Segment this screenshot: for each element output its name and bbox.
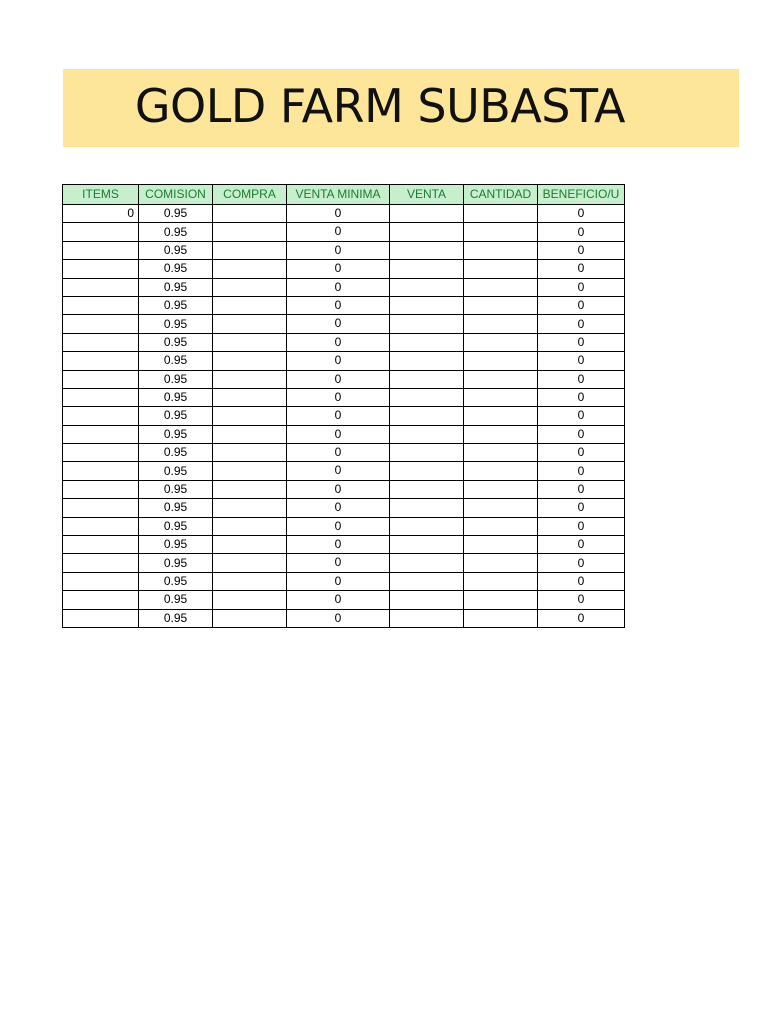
table-row: [63, 591, 625, 609]
cell-venta[interactable]: [390, 407, 464, 425]
cell-compra[interactable]: [213, 536, 287, 554]
cell-cantidad[interactable]: [464, 278, 538, 296]
cell-cantidad[interactable]: [464, 480, 538, 498]
table-row: [63, 260, 625, 278]
cell-beneficio[interactable]: 0: [538, 572, 625, 590]
cell-venta-minima[interactable]: 0: [287, 205, 390, 223]
cell-venta[interactable]: [390, 296, 464, 314]
cell-items[interactable]: [63, 591, 139, 609]
cell-venta-minima[interactable]: 0: [287, 370, 390, 388]
cell-cantidad[interactable]: [464, 260, 538, 278]
title-banner: [63, 69, 739, 147]
cell-venta[interactable]: [390, 499, 464, 517]
cell-compra[interactable]: [213, 444, 287, 462]
cell-compra[interactable]: [213, 333, 287, 351]
cell-venta-minima[interactable]: 0: [287, 572, 390, 590]
cell-compra[interactable]: [213, 352, 287, 370]
cell-venta[interactable]: [390, 425, 464, 443]
cell-beneficio[interactable]: 0: [538, 554, 625, 572]
cell-beneficio[interactable]: 0: [538, 480, 625, 498]
cell-cantidad[interactable]: [464, 352, 538, 370]
cell-venta-minima[interactable]: 0: [287, 296, 390, 314]
cell-beneficio[interactable]: 0: [538, 462, 625, 480]
cell-comision[interactable]: 0.95: [139, 499, 213, 517]
header-venta: VENTA: [390, 185, 464, 205]
header-venta-minima: VENTA MINIMA: [287, 185, 390, 205]
cell-beneficio[interactable]: 0: [538, 499, 625, 517]
cell-cantidad[interactable]: [464, 462, 538, 480]
table-row: [63, 480, 625, 498]
cell-comision[interactable]: 0.95: [139, 536, 213, 554]
cell-compra[interactable]: [213, 278, 287, 296]
cell-venta-minima[interactable]: 0: [287, 554, 390, 572]
header-cantidad: CANTIDAD: [464, 185, 538, 205]
cell-items[interactable]: [63, 572, 139, 590]
table-row: [63, 609, 625, 627]
cell-cantidad[interactable]: [464, 517, 538, 535]
cell-venta[interactable]: [390, 315, 464, 333]
cell-cantidad[interactable]: [464, 205, 538, 223]
cell-comision[interactable]: 0.95: [139, 572, 213, 590]
cell-venta[interactable]: [390, 333, 464, 351]
cell-venta[interactable]: [390, 609, 464, 627]
cell-compra[interactable]: [213, 407, 287, 425]
cell-venta-minima[interactable]: 0: [287, 278, 390, 296]
cell-comision[interactable]: 0.95: [139, 315, 213, 333]
cell-venta[interactable]: [390, 241, 464, 259]
cell-items[interactable]: [63, 462, 139, 480]
cell-venta[interactable]: [390, 572, 464, 590]
cell-venta[interactable]: [390, 536, 464, 554]
cell-comision[interactable]: 0.95: [139, 591, 213, 609]
cell-items[interactable]: 0: [63, 205, 139, 223]
cell-venta-minima[interactable]: 0: [287, 407, 390, 425]
cell-venta[interactable]: [390, 444, 464, 462]
cell-comision[interactable]: 0.95: [139, 223, 213, 241]
cell-beneficio[interactable]: 0: [538, 609, 625, 627]
cell-items[interactable]: [63, 333, 139, 351]
cell-comision[interactable]: 0.95: [139, 407, 213, 425]
cell-compra[interactable]: [213, 388, 287, 406]
table-row: [63, 572, 625, 590]
cell-items[interactable]: [63, 278, 139, 296]
table-row: [63, 241, 625, 259]
cell-comision[interactable]: 0.95: [139, 388, 213, 406]
cell-cantidad[interactable]: [464, 296, 538, 314]
table-row: [63, 554, 625, 572]
cell-beneficio[interactable]: 0: [538, 241, 625, 259]
table-row: [63, 388, 625, 406]
cell-compra[interactable]: [213, 572, 287, 590]
cell-cantidad[interactable]: [464, 388, 538, 406]
cell-venta-minima[interactable]: 0: [287, 444, 390, 462]
cell-cantidad[interactable]: [464, 333, 538, 351]
cell-compra[interactable]: [213, 480, 287, 498]
cell-comision[interactable]: 0.95: [139, 205, 213, 223]
cell-venta[interactable]: [390, 388, 464, 406]
cell-compra[interactable]: [213, 425, 287, 443]
cell-venta[interactable]: [390, 278, 464, 296]
cell-items[interactable]: [63, 444, 139, 462]
cell-items[interactable]: [63, 315, 139, 333]
cell-venta[interactable]: [390, 517, 464, 535]
cell-comision[interactable]: 0.95: [139, 517, 213, 535]
cell-beneficio[interactable]: 0: [538, 591, 625, 609]
cell-venta-minima[interactable]: 0: [287, 480, 390, 498]
cell-venta[interactable]: [390, 462, 464, 480]
cell-items[interactable]: [63, 223, 139, 241]
cell-venta[interactable]: [390, 554, 464, 572]
cell-cantidad[interactable]: [464, 241, 538, 259]
cell-beneficio[interactable]: 0: [538, 205, 625, 223]
header-compra: COMPRA: [213, 185, 287, 205]
cell-cantidad[interactable]: [464, 554, 538, 572]
cell-items[interactable]: [63, 388, 139, 406]
cell-items[interactable]: [63, 241, 139, 259]
cell-beneficio[interactable]: 0: [538, 352, 625, 370]
cell-comision[interactable]: 0.95: [139, 278, 213, 296]
table-row: [63, 462, 625, 480]
cell-compra[interactable]: [213, 223, 287, 241]
cell-compra[interactable]: [213, 296, 287, 314]
cell-venta-minima[interactable]: 0: [287, 536, 390, 554]
cell-compra[interactable]: [213, 554, 287, 572]
cell-venta-minima[interactable]: 0: [287, 462, 390, 480]
cell-compra[interactable]: [213, 241, 287, 259]
cell-venta-minima[interactable]: 0: [287, 260, 390, 278]
table-row: [63, 315, 625, 333]
table-row: [63, 407, 625, 425]
cell-comision[interactable]: 0.95: [139, 296, 213, 314]
cell-beneficio[interactable]: 0: [538, 333, 625, 351]
cell-venta[interactable]: [390, 591, 464, 609]
cell-compra[interactable]: [213, 499, 287, 517]
cell-beneficio[interactable]: 0: [538, 444, 625, 462]
cell-items[interactable]: [63, 407, 139, 425]
cell-items[interactable]: [63, 370, 139, 388]
cell-comision[interactable]: 0.95: [139, 609, 213, 627]
cell-compra[interactable]: [213, 591, 287, 609]
cell-comision[interactable]: 0.95: [139, 260, 213, 278]
cell-beneficio[interactable]: 0: [538, 407, 625, 425]
cell-venta[interactable]: [390, 480, 464, 498]
table-row: [63, 333, 625, 351]
cell-venta-minima[interactable]: 0: [287, 315, 390, 333]
cell-venta-minima[interactable]: 0: [287, 333, 390, 351]
cell-venta-minima[interactable]: 0: [287, 591, 390, 609]
cell-compra[interactable]: [213, 370, 287, 388]
cell-venta-minima[interactable]: 0: [287, 241, 390, 259]
cell-items[interactable]: [63, 480, 139, 498]
cell-comision[interactable]: 0.95: [139, 462, 213, 480]
cell-comision[interactable]: 0.95: [139, 352, 213, 370]
cell-beneficio[interactable]: 0: [538, 315, 625, 333]
cell-items[interactable]: [63, 425, 139, 443]
auction-table: [62, 184, 625, 628]
cell-compra[interactable]: [213, 260, 287, 278]
cell-compra[interactable]: [213, 205, 287, 223]
cell-cantidad[interactable]: [464, 315, 538, 333]
cell-cantidad[interactable]: [464, 499, 538, 517]
cell-venta[interactable]: [390, 352, 464, 370]
cell-comision[interactable]: 0.95: [139, 370, 213, 388]
cell-items[interactable]: [63, 517, 139, 535]
cell-venta-minima[interactable]: 0: [287, 609, 390, 627]
cell-beneficio[interactable]: 0: [538, 223, 625, 241]
table-body: [63, 205, 625, 628]
cell-cantidad[interactable]: [464, 536, 538, 554]
cell-items[interactable]: [63, 260, 139, 278]
header-row: [63, 185, 625, 205]
cell-cantidad[interactable]: [464, 591, 538, 609]
cell-venta[interactable]: [390, 260, 464, 278]
cell-beneficio[interactable]: 0: [538, 536, 625, 554]
header-items: ITEMS: [63, 185, 139, 205]
header-comision: COMISION: [139, 185, 213, 205]
cell-beneficio[interactable]: 0: [538, 370, 625, 388]
table-row: [63, 499, 625, 517]
table-row: [63, 278, 625, 296]
cell-cantidad[interactable]: [464, 572, 538, 590]
table-row: [63, 223, 625, 241]
header-beneficio: BENEFICIO/U: [538, 185, 625, 205]
table-row: [63, 444, 625, 462]
cell-cantidad[interactable]: [464, 444, 538, 462]
table-row: [63, 517, 625, 535]
table-row: [63, 536, 625, 554]
cell-beneficio[interactable]: 0: [538, 260, 625, 278]
cell-cantidad[interactable]: [464, 223, 538, 241]
table-row: [63, 205, 625, 223]
cell-cantidad[interactable]: [464, 609, 538, 627]
cell-items[interactable]: [63, 352, 139, 370]
sheet-title: GOLD FARM SUBASTA: [134, 79, 625, 133]
cell-comision[interactable]: 0.95: [139, 333, 213, 351]
cell-cantidad[interactable]: [464, 425, 538, 443]
cell-compra[interactable]: [213, 609, 287, 627]
cell-beneficio[interactable]: 0: [538, 425, 625, 443]
cell-comision[interactable]: 0.95: [139, 444, 213, 462]
cell-comision[interactable]: 0.95: [139, 241, 213, 259]
cell-venta[interactable]: [390, 205, 464, 223]
cell-beneficio[interactable]: 0: [538, 296, 625, 314]
table-row: [63, 425, 625, 443]
table-row: [63, 370, 625, 388]
cell-comision[interactable]: 0.95: [139, 554, 213, 572]
cell-cantidad[interactable]: [464, 407, 538, 425]
table-row: [63, 352, 625, 370]
cell-venta-minima[interactable]: 0: [287, 223, 390, 241]
cell-venta-minima[interactable]: 0: [287, 499, 390, 517]
cell-venta[interactable]: [390, 223, 464, 241]
cell-comision[interactable]: 0.95: [139, 425, 213, 443]
cell-venta-minima[interactable]: 0: [287, 388, 390, 406]
cell-beneficio[interactable]: 0: [538, 388, 625, 406]
cell-comision[interactable]: 0.95: [139, 480, 213, 498]
cell-items[interactable]: [63, 499, 139, 517]
cell-beneficio[interactable]: 0: [538, 278, 625, 296]
cell-items[interactable]: [63, 296, 139, 314]
cell-venta-minima[interactable]: 0: [287, 425, 390, 443]
cell-items[interactable]: [63, 536, 139, 554]
cell-venta[interactable]: [390, 370, 464, 388]
cell-compra[interactable]: [213, 517, 287, 535]
cell-beneficio[interactable]: 0: [538, 517, 625, 535]
cell-cantidad[interactable]: [464, 370, 538, 388]
cell-items[interactable]: [63, 609, 139, 627]
cell-venta-minima[interactable]: 0: [287, 517, 390, 535]
cell-compra[interactable]: [213, 462, 287, 480]
table-row: [63, 296, 625, 314]
cell-venta-minima[interactable]: 0: [287, 352, 390, 370]
cell-compra[interactable]: [213, 315, 287, 333]
cell-items[interactable]: [63, 554, 139, 572]
